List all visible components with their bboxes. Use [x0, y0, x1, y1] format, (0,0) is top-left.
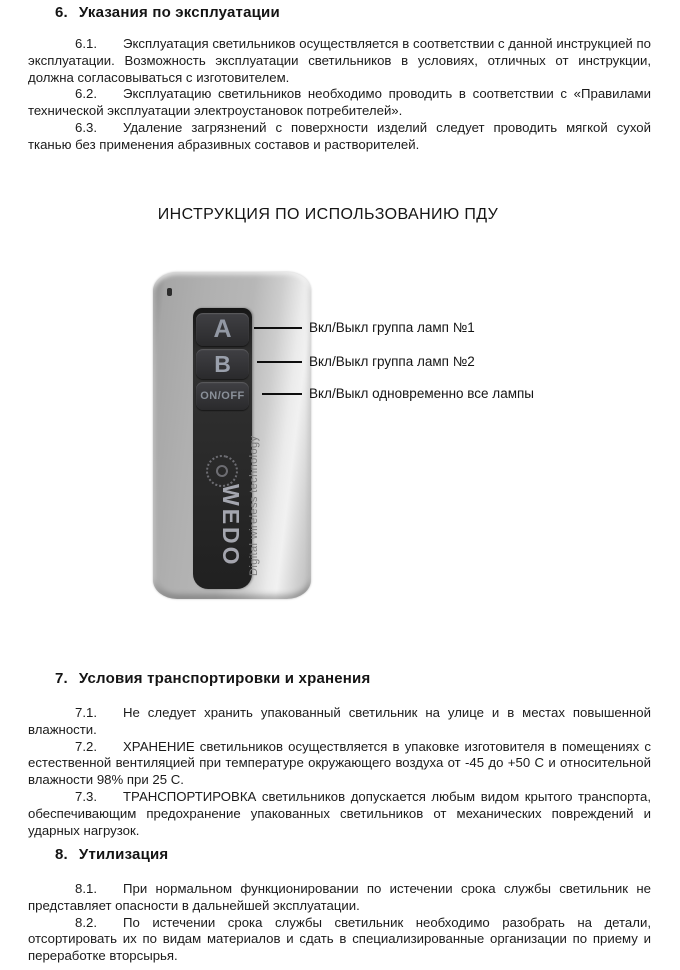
- section-disposal: [28, 846, 651, 965]
- paragraph: [28, 36, 651, 86]
- brand-logo: WEDO: [218, 484, 244, 568]
- paragraph-number: 6.2.: [75, 86, 97, 102]
- paragraph-number: 6.1.: [75, 36, 97, 51]
- paragraph: [28, 915, 651, 965]
- remote-control-photo: [153, 272, 311, 599]
- paragraph-text: По истечении срока службы светильник необходимо разобрать на детали, отсортировать их по видам материалов и сдать в специализированные организации по приему и переработке вторсырья.: [28, 914, 651, 964]
- section-number: 7.: [55, 670, 68, 687]
- paragraph: [28, 86, 651, 120]
- section-number: 6.: [55, 4, 68, 21]
- remote-button-panel: [193, 308, 252, 589]
- callout-label-all-lamps: Вкл/Выкл одновременно все лампы: [309, 386, 534, 401]
- button-a: [196, 313, 249, 346]
- section-heading: [55, 4, 651, 21]
- section-heading: [55, 670, 651, 687]
- paragraph-number: 8.2.: [75, 914, 97, 930]
- button-onoff: [196, 382, 249, 410]
- paragraph-number: 8.1.: [75, 881, 97, 896]
- section-number: 8.: [55, 846, 68, 863]
- paragraph: [28, 739, 651, 789]
- paragraph-number: 7.3.: [75, 788, 97, 804]
- button-b: [196, 349, 249, 379]
- paragraph-text: Эксплуатация светильников осуществляется в соответствии с данной инструкцией по эксплуатации. Возможность эксплуатации светильников в условиях, отличных от инструкции, должна согласовываться с изготовителем.: [28, 36, 651, 85]
- paragraph-text: Не следует хранить упакованный светильник на улице и в местах повышенной влажности.: [28, 705, 651, 737]
- paragraph-text: ХРАНЕНИЕ светильников осуществляется в упаковке изготовителя в помещениях с естественной вентиляцией при температуре окружающего воздуха от -45 до +50 С и относительной влажности 98% при 25 С.: [28, 738, 651, 788]
- callout-line-2: [257, 361, 302, 363]
- led-indicator: [167, 288, 172, 296]
- pdu-instruction-heading: ИНСТРУКЦИЯ ПО ИСПОЛЬЗОВАНИЮ ПДУ: [157, 206, 499, 223]
- callout-line-1: [254, 327, 302, 329]
- section-title: Утилизация: [78, 846, 169, 863]
- paragraph-text: Эксплуатацию светильников необходимо проводить в соответствии с «Правилами технической эксплуатации электроустановок потребителей».: [28, 86, 651, 119]
- section-operation-guidelines: [28, 4, 651, 154]
- paragraph-text: ТРАНСПОРТИРОВКА светильников допускается любым видом крытого транспорта, обеспечивающим предохранение упакованных светильников от механических повреждений и ударных нагрузок.: [28, 788, 651, 838]
- callout-label-group1: Вкл/Выкл группа ламп №1: [309, 320, 475, 335]
- callout-line-3: [262, 393, 302, 395]
- button-b-label: B: [214, 350, 231, 377]
- section-transport-storage: [28, 670, 651, 839]
- paragraph: [28, 120, 651, 154]
- paragraph: [28, 789, 651, 839]
- section-heading: [55, 846, 651, 863]
- paragraph: [28, 881, 651, 915]
- paragraph-number: 6.3.: [75, 119, 97, 135]
- paragraph: [28, 705, 651, 739]
- paragraph-text: Удаление загрязнений с поверхности изделий следует проводить мягкой сухой тканью без применения абразивных составов и растворителей.: [28, 119, 651, 152]
- paragraph-number: 7.1.: [75, 705, 97, 720]
- paragraph-number: 7.2.: [75, 738, 97, 754]
- paragraph-text: При нормальном функционировании по истечении срока службы светильник не представляет опасности в дальнейшей эксплуатации.: [28, 881, 651, 913]
- remote-side-text: Digital wireless technology: [248, 435, 260, 576]
- button-onoff-label: ON/OFF: [200, 390, 245, 402]
- button-a-label: A: [213, 315, 232, 343]
- section-title: Указания по эксплуатации: [78, 4, 280, 21]
- section-title: Условия транспортировки и хранения: [78, 670, 371, 687]
- callout-label-group2: Вкл/Выкл группа ламп №2: [309, 354, 475, 369]
